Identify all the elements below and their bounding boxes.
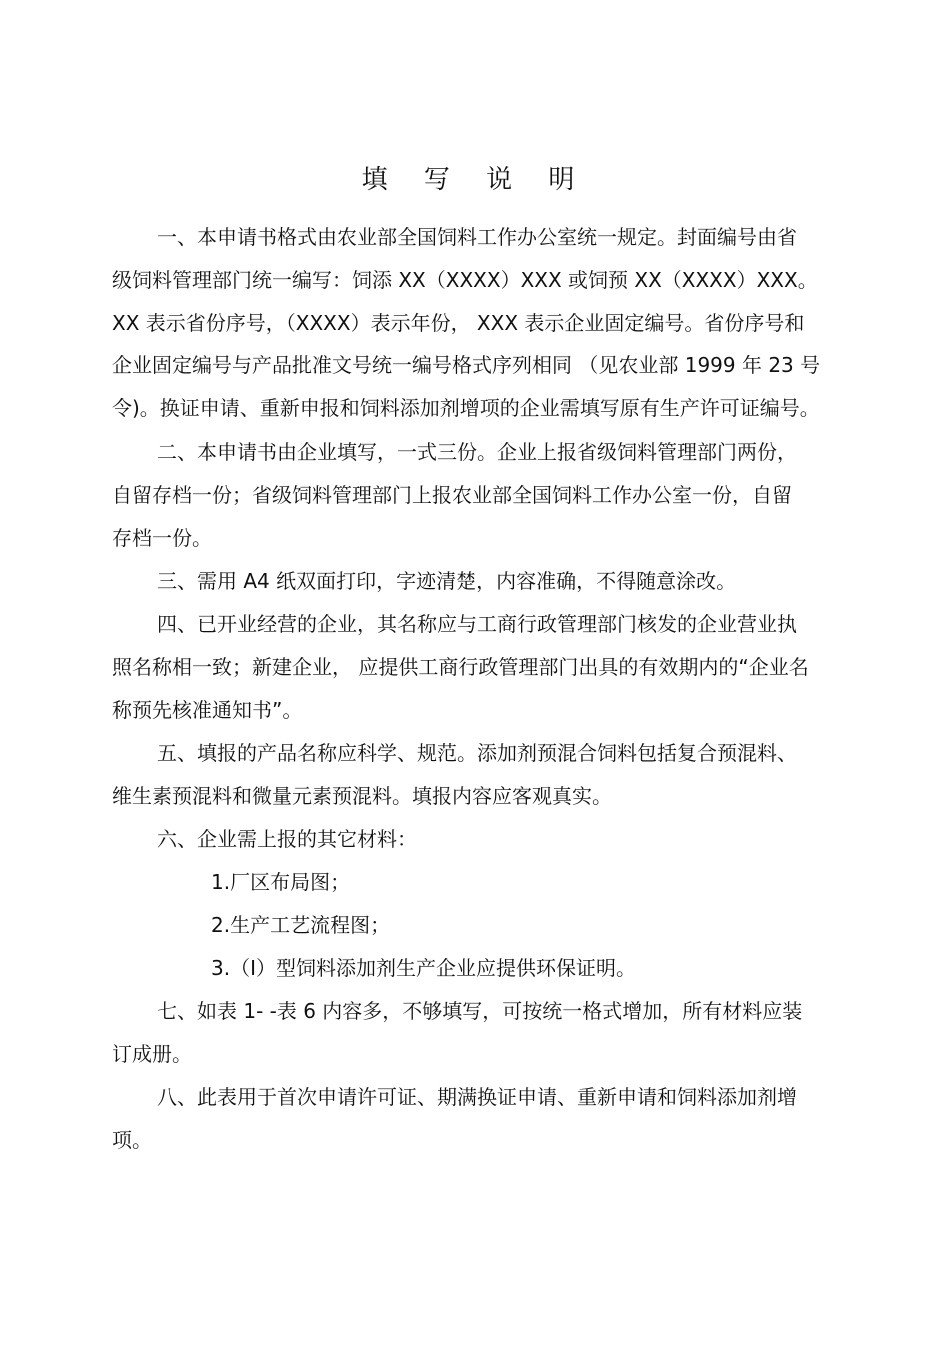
section-1-line-2: 级饲料管理部门统一编写：饲添 XX（XXXX）XXX 或饲预 XX（XXXX）XXX。 bbox=[112, 268, 818, 292]
section-4-line-1: 四、已开业经营的企业，其名称应与工商行政管理部门核发的企业营业执 bbox=[157, 612, 797, 636]
section-7-line-2: 订成册。 bbox=[112, 1042, 192, 1066]
section-6-item-3: 3.（Ⅰ）型饲料添加剂生产企业应提供环保证明。 bbox=[211, 956, 636, 980]
section-6-item-2: 2.生产工艺流程图； bbox=[211, 913, 391, 937]
section-4-line-2: 照名称相一致；新建企业， 应提供工商行政管理部门出具的有效期内的“企业名 bbox=[112, 655, 809, 679]
section-6-item-1: 1.厂区布局图； bbox=[211, 870, 351, 894]
section-8-line-1: 八、此表用于首次申请许可证、期满换证申请、重新申请和饲料添加剂增 bbox=[157, 1085, 797, 1109]
section-3-line-1: 三、需用 A4 纸双面打印，字迹清楚，内容准确，不得随意涂改。 bbox=[157, 569, 737, 593]
section-1-line-4: 企业固定编号与产品批准文号统一编号格式序列相同 （见农业部 1999 年 23 号 bbox=[112, 353, 821, 377]
document-title: 填 写 说 明 bbox=[361, 165, 589, 195]
section-7-line-1: 七、如表 1- -表 6 内容多，不够填写，可按统一格式增加，所有材料应装 bbox=[157, 999, 803, 1023]
section-1-line-5: 令)。换证申请、重新申报和饲料添加剂增项的企业需填写原有生产许可证编号。 bbox=[112, 396, 820, 420]
section-5-line-2: 维生素预混料和微量元素预混料。填报内容应客观真实。 bbox=[112, 784, 612, 808]
section-6-line-1: 六、企业需上报的其它材料： bbox=[157, 827, 417, 851]
section-2-line-1: 二、本申请书由企业填写，一式三份。企业上报省级饲料管理部门两份， bbox=[157, 440, 797, 464]
section-2-line-2: 自留存档一份；省级饲料管理部门上报农业部全国饲料工作办公室一份，自留 bbox=[112, 483, 792, 507]
section-1-line-3: XX 表示省份序号，（XXXX）表示年份， XXX 表示企业固定编号。省份序号和 bbox=[112, 311, 805, 335]
section-1-line-1: 一、本申请书格式由农业部全国饲料工作办公室统一规定。封面编号由省 bbox=[157, 225, 797, 249]
section-4-line-3: 称预先核准通知书”。 bbox=[112, 698, 303, 722]
section-8-line-2: 项。 bbox=[112, 1128, 152, 1152]
section-5-line-1: 五、填报的产品名称应科学、规范。添加剂预混合饲料包括复合预混料、 bbox=[157, 741, 797, 765]
section-2-line-3: 存档一份。 bbox=[112, 526, 212, 550]
